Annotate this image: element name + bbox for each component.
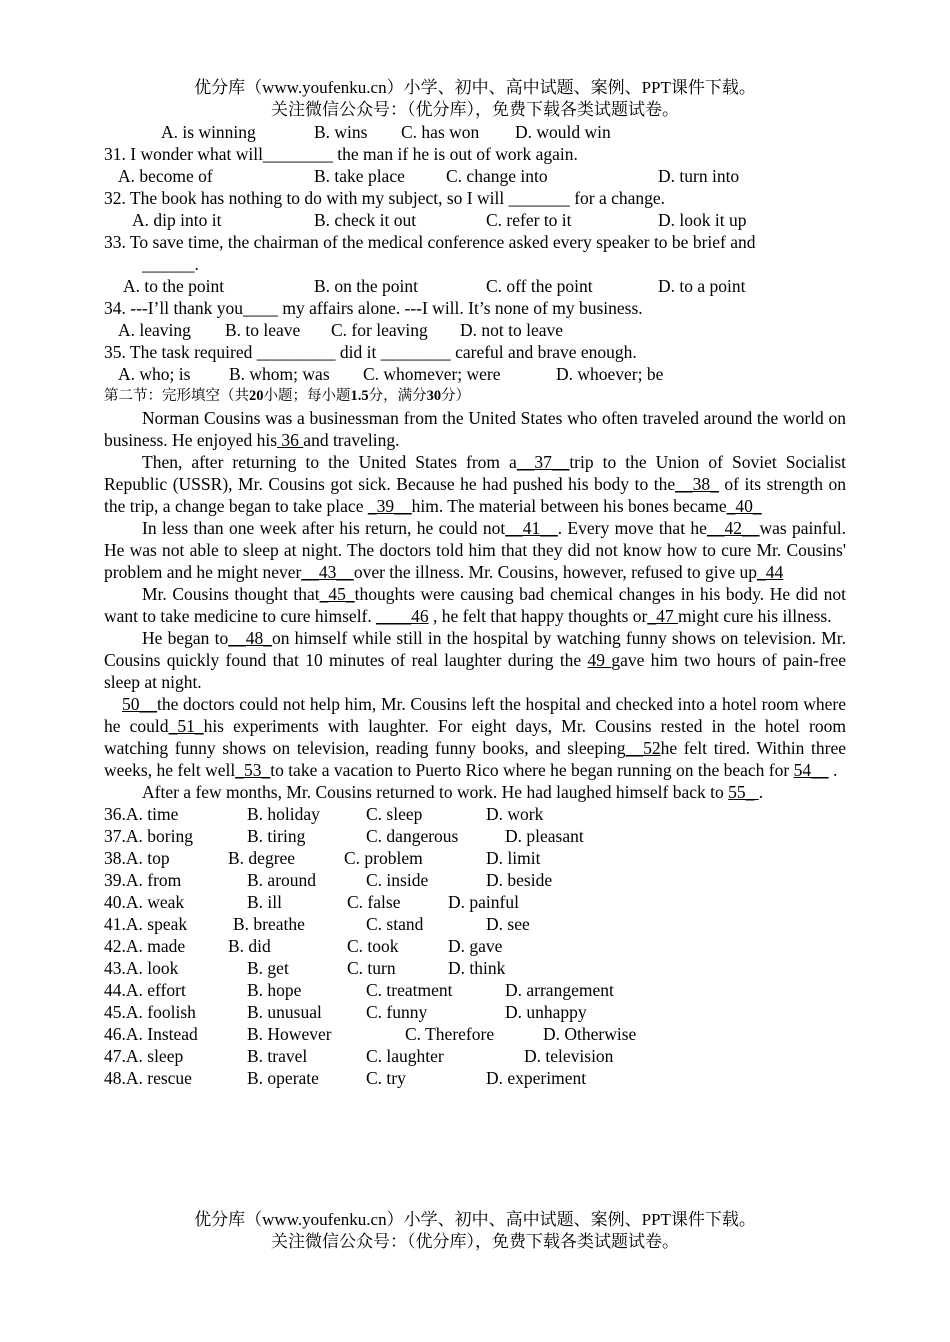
option-44d: D. arrangement: [505, 980, 614, 1000]
cloze-options-45: [104, 1001, 846, 1023]
option-48b: B. operate: [247, 1068, 319, 1088]
q33-option-a: A. to the point: [123, 276, 225, 296]
cloze-options-46: [104, 1023, 846, 1045]
footer-line-1: 优分库（www.youfenku.cn）小学、初中、高中试题、案例、PPT课件下载。: [194, 1210, 756, 1229]
cloze-options-36: [104, 803, 846, 825]
option-42a: 42.A. made: [104, 936, 186, 956]
q32-option-c: C. refer to it: [486, 210, 572, 230]
q32-option-d: D. look it up: [658, 210, 747, 230]
cloze-options-38: [104, 847, 846, 869]
passage-paragraph-2: Then, after returning to the United States from a__37__trip to the Union of Soviet Socialist Republic (USSR), Mr. Cousins got sick. Because he had pushed his body to the__38_ of its strength on the trip, a change began to take place _39__him. The material between his bones became_40_: [104, 452, 846, 516]
option-37c: C. dangerous: [366, 826, 459, 846]
passage-paragraph-3: In less than one week after his return, he could not__41__. Every move that he__42__was painful. He was not able to sleep at night. The doctors told him that they did not know how to cure Mr. Cousins' problem and he might never__43__over the illness. Mr. Cousins, however, refused to give up_44: [104, 518, 846, 582]
blank-40: _40_: [726, 496, 762, 516]
option-43a: 43.A. look: [104, 958, 179, 978]
option-39b: B. around: [247, 870, 317, 890]
passage-paragraph-7: After a few months, Mr. Cousins returned to work. He had laughed himself back to 55_ .: [142, 782, 764, 802]
cloze-options-40: [104, 891, 846, 913]
option-36c: C. sleep: [366, 804, 423, 824]
q33-option-c: C. off the point: [486, 276, 593, 296]
q35-option-c: C. whomever; were: [363, 364, 501, 384]
option-45d: D. unhappy: [505, 1002, 587, 1022]
q35-option-b: B. whom; was: [229, 364, 330, 384]
q32-stem: 32. The book has nothing to do with my subject, so I will _______ for a change.: [104, 188, 666, 208]
option-38c: C. problem: [344, 848, 423, 868]
option-41c: C. stand: [366, 914, 424, 934]
cloze-options-41: [104, 913, 846, 935]
q31-options: [104, 165, 846, 187]
option-42c: C. took: [347, 936, 399, 956]
option-46b: B. However: [247, 1024, 332, 1044]
option-48d: D. experiment: [486, 1068, 587, 1088]
option-36b: B. holiday: [247, 804, 320, 824]
option-41b: B. breathe: [233, 914, 305, 934]
option-38a: 38.A. top: [104, 848, 170, 868]
option-38b: B. degree: [228, 848, 296, 868]
cloze-options-37: [104, 825, 846, 847]
cloze-options-48: [104, 1067, 846, 1089]
option-42d: D. gave: [448, 936, 503, 956]
option-45c: C. funny: [366, 1002, 428, 1022]
option-45b: B. unusual: [247, 1002, 322, 1022]
blank-36: 36: [277, 430, 304, 450]
blank-49: 49: [587, 650, 612, 670]
q30-option-b: B. wins: [314, 122, 368, 142]
q35-options: [104, 363, 846, 385]
option-37a: 37.A. boring: [104, 826, 193, 846]
option-37b: B. tiring: [247, 826, 306, 846]
option-39c: C. inside: [366, 870, 429, 890]
q31-option-a: A. become of: [118, 166, 213, 186]
q31-option-b: B. take place: [314, 166, 405, 186]
section-2-title: 第二节：完形填空（共20小题；每小题1.5分，满分30分）: [104, 388, 471, 404]
q33-option-d: D. to a point: [658, 276, 746, 296]
option-43c: C. turn: [347, 958, 396, 978]
q35-option-a: A. who; is: [118, 364, 191, 384]
blank-39: _39__: [367, 496, 412, 516]
blank-38: __38_: [675, 474, 719, 494]
q31-stem: 31. I wonder what will________ the man if he is out of work again.: [104, 144, 578, 164]
passage-paragraph-1: Norman Cousins was a businessman from the United States who often traveled around the world on business. He enjoyed his 36 and traveling.: [104, 408, 846, 450]
blank-53: _53_: [235, 760, 271, 780]
option-41d: D. see: [486, 914, 530, 934]
q34-stem: 34. ---I’ll thank you____ my affairs alone. ---I will. It’s none of my business.: [104, 298, 643, 318]
q34-options: [104, 319, 846, 341]
q30-option-d: D. would win: [515, 122, 611, 142]
q34-option-d: D. not to leave: [460, 320, 564, 340]
blank-47: _47: [647, 606, 678, 626]
blank-52: __52: [625, 738, 661, 758]
option-43d: D. think: [448, 958, 506, 978]
blank-51: _51_: [168, 716, 204, 736]
cloze-options: [104, 803, 846, 1089]
exam-content: [104, 121, 846, 1089]
option-44c: C. treatment: [366, 980, 453, 1000]
cloze-options-42: [104, 935, 846, 957]
q31-option-d: D. turn into: [658, 166, 740, 186]
option-41a: 41.A. speak: [104, 914, 188, 934]
q32-option-b: B. check it out: [314, 210, 417, 230]
passage-paragraph-6: 50__the doctors could not help him, Mr. Cousins left the hospital and checked into a hotel room where he could_51_his experiments with laughter. For eight days, Mr. Cousins rested in the hotel room watching funny shows on television, reading funny books, and sleeping__52he felt tired. Within three weeks, he felt well_53_to take a vacation to Puerto Rico where he began running on the beach for 54__ .: [104, 694, 846, 780]
q30-options: [104, 121, 846, 143]
blank-45: _45_: [319, 584, 355, 604]
blank-54: 54__: [793, 760, 829, 780]
option-47c: C. laughter: [366, 1046, 444, 1066]
option-44b: B. hope: [247, 980, 302, 1000]
option-42b: B. did: [228, 936, 271, 956]
blank-37: __37__: [516, 452, 570, 472]
cloze-options-39: [104, 869, 846, 891]
q32-options: [104, 209, 846, 231]
blank-50: 50__: [122, 694, 157, 714]
option-39d: D. beside: [486, 870, 553, 890]
blank-44: _44: [757, 562, 784, 582]
q33-option-b: B. on the point: [314, 276, 419, 296]
passage-paragraph-5: He began to__48_on himself while still in the hospital by watching funny shows on television. Mr. Cousins quickly found that 10 minutes of real laughter during the 49 gave him two hours of pain-free sleep at night.: [104, 628, 847, 692]
option-46d: D. Otherwise: [543, 1024, 637, 1044]
header-line-1: 优分库（www.youfenku.cn）小学、初中、高中试题、案例、PPT课件下载。: [194, 78, 756, 97]
option-37d: D. pleasant: [505, 826, 584, 846]
option-45a: 45.A. foolish: [104, 1002, 196, 1022]
q30-option-a: A. is winning: [161, 122, 256, 142]
option-48a: 48.A. rescue: [104, 1068, 192, 1088]
q31-option-c: C. change into: [446, 166, 548, 186]
q32-option-a: A. dip into it: [132, 210, 222, 230]
q35-option-d: D. whoever; be: [556, 364, 664, 384]
q33-stem-line2: ______.: [142, 254, 199, 274]
option-40c: C. false: [347, 892, 401, 912]
option-44a: 44.A. effort: [104, 980, 186, 1000]
footer-line-2: 关注微信公众号：（优分库），免费下载各类试题试卷。: [271, 1232, 679, 1251]
passage-paragraph-4: Mr. Cousins thought that_45_thoughts were causing bad chemical changes in his body. He did not want to take medicine to cure himself. ____46 , he felt that happy thoughts or_47 might cure his illness.: [104, 584, 846, 626]
blank-46: ____46: [376, 606, 429, 626]
q33-stem-line1: 33. To save time, the chairman of the medical conference asked every speaker to be brief and: [104, 232, 756, 252]
blank-43: __43__: [301, 562, 354, 582]
option-39a: 39.A. from: [104, 870, 182, 890]
q34-option-a: A. leaving: [118, 320, 191, 340]
blank-55: 55_: [728, 782, 759, 802]
q34-option-c: C. for leaving: [331, 320, 428, 340]
blank-42: __42__: [706, 518, 760, 538]
option-40a: 40.A. weak: [104, 892, 185, 912]
option-36d: D. work: [486, 804, 544, 824]
cloze-options-43: [104, 957, 846, 979]
blank-41: __41__: [505, 518, 558, 538]
option-47a: 47.A. sleep: [104, 1046, 184, 1066]
option-47d: D. television: [524, 1046, 614, 1066]
option-36a: 36.A. time: [104, 804, 179, 824]
option-48c: C. try: [366, 1068, 406, 1088]
option-40d: D. painful: [448, 892, 519, 912]
q33-options: [104, 275, 846, 297]
blank-48: __48_: [228, 628, 272, 648]
header-line-2: 关注微信公众号：（优分库），免费下载各类试题试卷。: [271, 100, 679, 119]
q35-stem: 35. The task required _________ did it ________ careful and brave enough.: [104, 342, 637, 362]
q30-option-c: C. has won: [401, 122, 480, 142]
option-47b: B. travel: [247, 1046, 308, 1066]
cloze-options-47: [104, 1045, 846, 1067]
option-43b: B. get: [247, 958, 289, 978]
option-46a: 46.A. Instead: [104, 1024, 198, 1044]
option-38d: D. limit: [486, 848, 541, 868]
q34-option-b: B. to leave: [225, 320, 301, 340]
cloze-options-44: [104, 979, 846, 1001]
option-46c: C. Therefore: [405, 1024, 495, 1044]
option-40b: B. ill: [247, 892, 283, 912]
